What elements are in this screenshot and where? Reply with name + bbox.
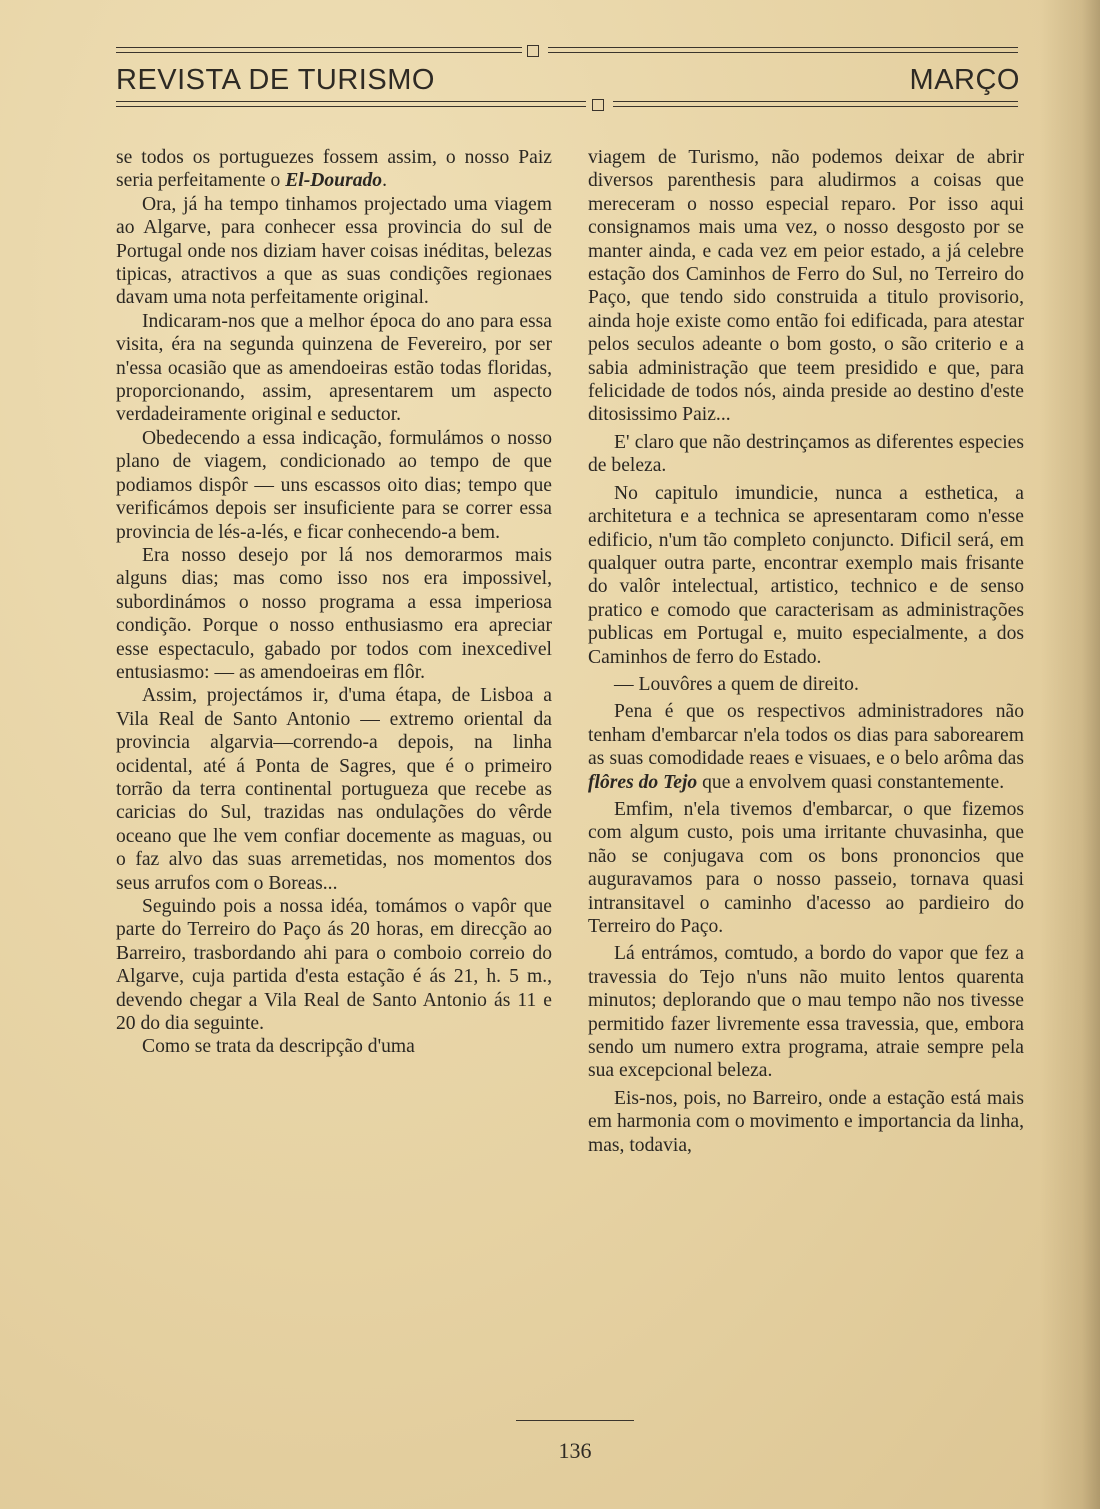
paragraph: se todos os portuguezes fossem assim, o nosso Paiz seria perfeitamente o El-Dourado. [116,147,552,192]
paragraph: Lá entrámos, comtudo, a bordo do vapor que fez a travessia do Tejo n'uns não muito lentos quarenta minutos; deplorando que o mau tempo não nos tivesse permitido fazer livremente essa travessia, que, embora sendo um numero extra programa, atraie sempre pela sua excepcional beleza. [588,943,1024,1082]
right-column [588,146,1024,1157]
paragraph: Como se trata da descripção d'uma [142,1036,415,1058]
paragraph: E' claro que não destrinçamos as diferentes especies de beleza. [588,431,1024,477]
footer-rule [516,1420,634,1421]
paragraph: Obedecendo a essa indicação, formulámos o nosso plano de viagem, condicionado ao tempo de que podiamos dispôr — uns escassos oito dias; tempo que verificámos depois ser insuficiente para se correr essa provincia de lés-a-lés, e ficar conhecendo-a bem. [116,427,552,543]
paragraph: Seguindo pois a nossa idéa, tomámos o vapôr que parte do Terreiro do Paço ás 20 horas, em direcção ao Barreiro, trasbordando ahi para o comboio correio do Algarve, cuja partida d'esta estação é ás 21, h. 5 m., devendo chegar a Vila Real de Santo Antonio ás 11 e 20 do dia seguinte. [116,896,552,1035]
paragraph: viagem de Turismo, não podemos deixar de abrir diversos parenthesis para aludirmos a coisas que mereceram o nosso especial reparo. Por isso aqui consignamos mais uma vez, o nosso desgosto por se manter ainda, e cada vez em peior estado, a já celebre estação dos Caminhos de Ferro do Sul, no Terreiro do Paço, que tendo sido construida a titulo provisorio, ainda hoje existe como então foi edificada, para atestar pelos seculos adeante o bom gosto, o são criterio e a sabia administração que teem presidido e que, para felicidade de todos nós, ainda preside ao destino d'este ditosissimo Paiz... [588,147,1024,426]
paragraph: Assim, projectámos ir, d'uma étapa, de Lisboa a Vila Real de Santo Antonio — extremo oriental da provincia algarvia—correndo-a depois, na linha ocidental, até á Ponta de Sagres, que é o primeiro torrão da terra continental portugueza que recebe as caricias do Sul, trazidas nas ondulações do vêrde oceano que lhe vem confiar docemente as maguas, ou o faz alvo das suas arremetidas, nos momentos dos seus arrufos com o Boreas... [116,685,552,894]
header-top-rule-left [116,47,522,54]
issue-month: MARÇO [909,64,1020,96]
paragraph: Ora, já ha tempo tinhamos projectado uma viagem ao Algarve, para conhecer essa provincia do sul de Portugal onde nos diziam haver coisas inéditas, belezas tipicas, atractivos a que as suas condições regionaes davam uma nota perfeitamente original. [116,193,552,309]
article-body [116,146,1026,1408]
header-top-ornament [527,45,539,57]
paragraph: Era nosso desejo por lá nos demorarmos mais alguns dias; mas como isso nos era impossivel, subordinámos o nosso programa a essa imperiosa condição. Porque o nosso enthusiasmo era apreciar esse espectaculo, gabado por todos com inexcedivel entusiasmo: — as amendoeiras em flôr. [116,544,552,683]
journal-title: REVISTA DE TURISMO [116,64,435,96]
paragraph: — Louvôres a quem de direito. [614,673,859,695]
header-top-rule-right [548,47,1018,54]
emphasis-flores-do-tejo: flôres do Tejo [588,771,698,793]
paragraph: Eis-nos, pois, no Barreiro, onde a estação está mais em harmonia com o movimento e importancia da linha, mas, todavia, [588,1087,1024,1156]
page-edge-shadow [1040,0,1100,1509]
paragraph: Pena é que os respectivos administradores não tenham d'embarcar n'ela todos os dias para saborearem as suas comodidade reaes e visuaes, e o belo arôma das flôres do Tejo que a envolvem quasi constantemente. [588,701,1024,793]
header-bottom-rule-right [613,101,1018,108]
emphasis-el-dourado: El-Dourado [285,170,383,192]
header-bottom-rule-left [116,101,586,108]
paragraph: Indicaram-nos que a melhor época do ano para essa visita, éra na segunda quinzena de Fevereiro, por ser n'essa ocasião que as amendoeiras estão todas floridas, proporcionando, assim, apresentarem um aspecto verdadeiramente original e seductor. [116,310,552,426]
left-column [116,146,552,1059]
paragraph: Emfim, n'ela tivemos d'embarcar, o que fizemos com algum custo, pois uma irritante chuvasinha, que não se conjugava com os bons prononcios que auguravamos para o nosso passeio, tornava quasi intransitavel o caminho d'acesso ao pardieiro do Terreiro do Paço. [588,798,1024,937]
header-bottom-ornament [592,99,604,111]
page-number: 136 [558,1438,592,1463]
paragraph: No capitulo imundicie, nunca a esthetica, a architetura e a technica se apresentaram como n'esse edificio, n'um tão completo conjuncto. Dificil será, em qualquer outra parte, encontrar exemplo mais frisante do valôr intelectual, artistico, technico e de senso pratico e comodo que caracterisam as administrações publicas em Portugal e, muito especialmente, a dos Caminhos de ferro do Estado. [588,482,1024,668]
